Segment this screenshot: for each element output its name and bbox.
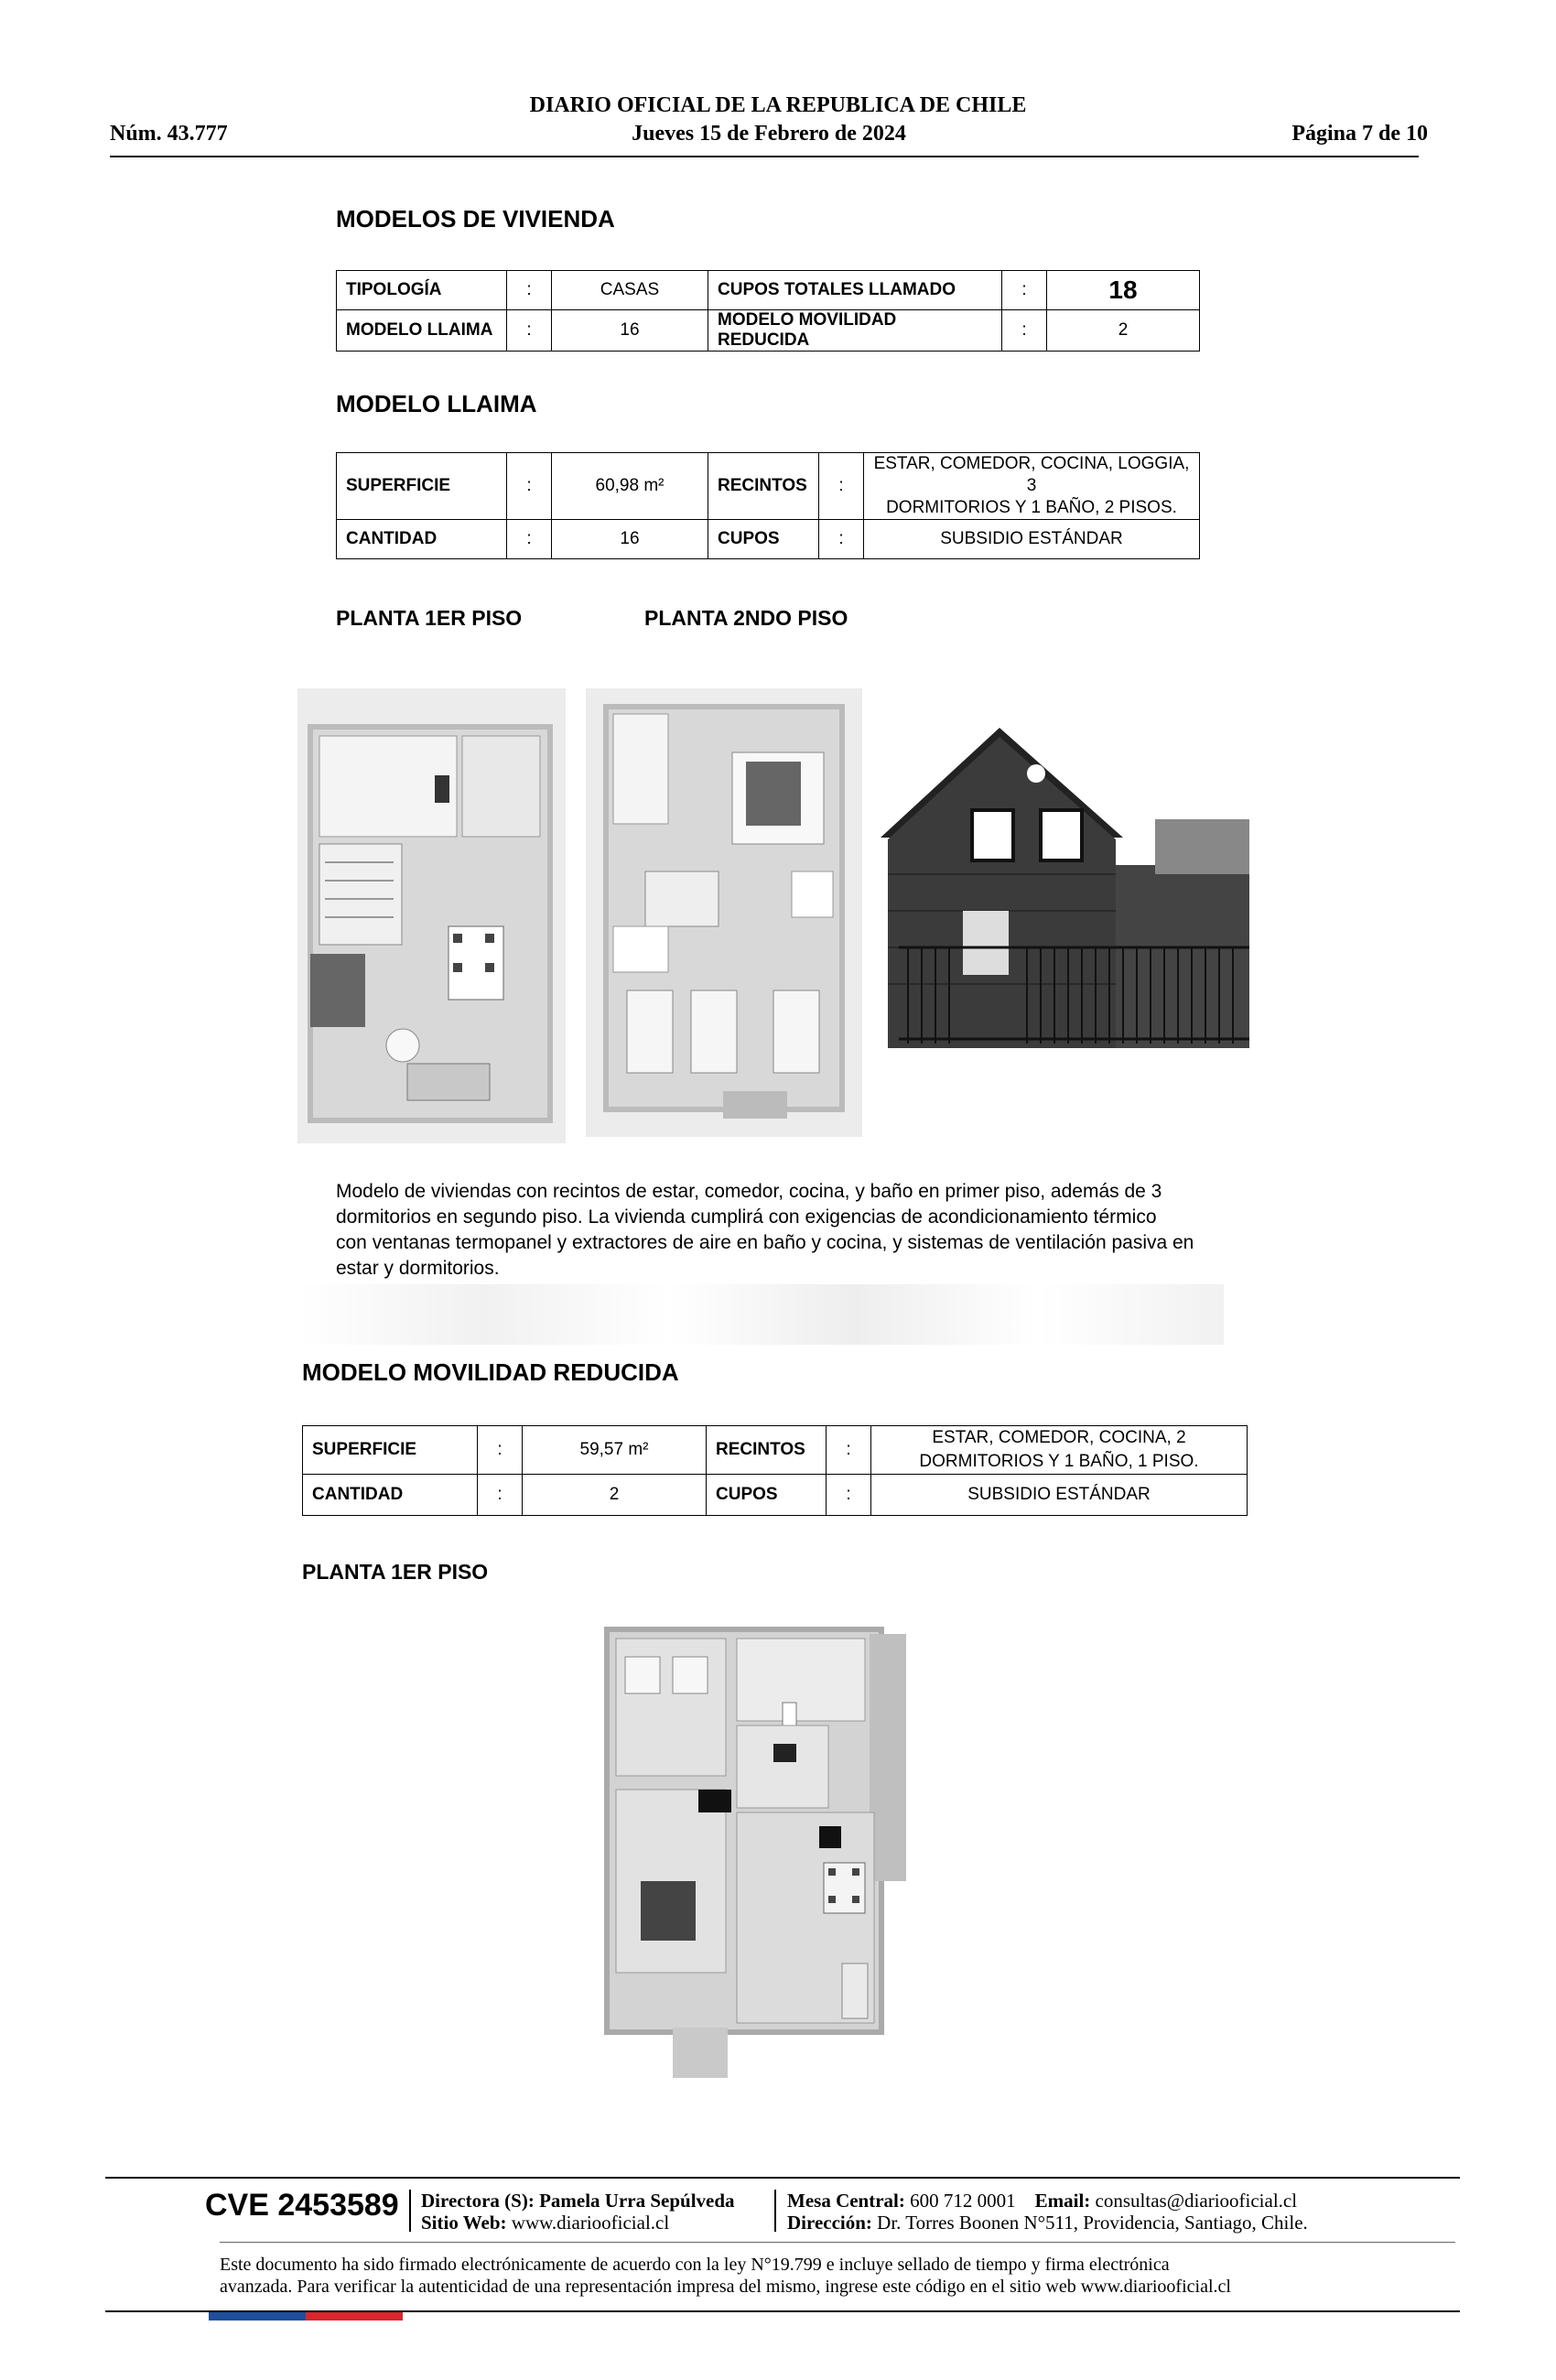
flag-stripe-red	[306, 2312, 403, 2320]
cantidad-value: 2	[523, 1475, 707, 1516]
superficie-value: 59,57 m²	[523, 1426, 707, 1475]
mesa-label: Mesa Central:	[787, 2190, 905, 2212]
modelo-reducida-value: 2	[1047, 310, 1200, 352]
recintos-label: RECINTOS	[708, 453, 819, 520]
recintos-line1: ESTAR, COMEDOR, COCINA, LOGGIA, 3	[873, 454, 1190, 495]
cupos-label: CUPOS	[708, 520, 819, 559]
footer-divider-1	[409, 2190, 411, 2232]
footer-divider-2	[774, 2190, 776, 2232]
watermark-band	[299, 1284, 1224, 1345]
table-row	[303, 1475, 1248, 1516]
email-label: Email:	[1034, 2190, 1091, 2212]
tipologia-value: CASAS	[552, 271, 708, 310]
reducida-table	[302, 1425, 1248, 1516]
separator: :	[827, 1475, 871, 1516]
table-row	[337, 453, 1200, 520]
modelos-table	[336, 270, 1200, 352]
direccion-label: Dirección:	[787, 2212, 872, 2234]
section-title-llaima: MODELO LLAIMA	[336, 390, 537, 417]
legal-notice	[220, 2254, 1231, 2298]
separator: :	[1002, 271, 1047, 310]
modelo-reducida-label: MODELO MOVILIDAD REDUCIDA	[708, 310, 1002, 352]
tipologia-label: TIPOLOGÍA	[337, 271, 507, 310]
cupos-value: SUBSIDIO ESTÁNDAR	[871, 1475, 1248, 1516]
sitio-value[interactable]: www.diariooficial.cl	[511, 2212, 670, 2234]
footer-top-rule	[105, 2177, 1460, 2179]
table-row	[337, 310, 1200, 352]
newspaper-title: DIARIO OFICIAL DE LA REPUBLICA DE CHILE	[529, 93, 1027, 117]
description-line: dormitorios en segundo piso. La vivienda cumplirá con exigencias de acondicionamiento térmico	[336, 1206, 1157, 1228]
separator: :	[507, 271, 552, 310]
table-row	[337, 271, 1200, 310]
description-line: estar y dormitorios.	[336, 1258, 500, 1279]
recintos-value	[864, 453, 1200, 520]
recintos-line1: ESTAR, COMEDOR, COCINA, 2	[932, 1428, 1186, 1447]
house-elevation-image	[881, 728, 1249, 1068]
directora-value: Pamela Urra Sepúlveda	[539, 2190, 735, 2212]
modelo-llaima-value: 16	[552, 310, 708, 352]
footer-left-info	[421, 2190, 735, 2234]
description-line: con ventanas termopanel y extractores de aire en baño y cocina, y sistemas de ventilación pasiva en	[336, 1232, 1194, 1253]
separator: :	[507, 453, 552, 520]
directora-label: Directora (S):	[421, 2190, 535, 2212]
table-row	[337, 520, 1200, 559]
separator: :	[819, 520, 864, 559]
floor-plan-reducida-image	[600, 1625, 938, 2090]
separator: :	[1002, 310, 1047, 352]
table-row	[303, 1426, 1248, 1475]
cantidad-label: CANTIDAD	[337, 520, 507, 559]
email-value[interactable]: consultas@diariooficial.cl	[1095, 2190, 1298, 2212]
mesa-value: 600 712 0001	[910, 2190, 1016, 2212]
separator: :	[507, 310, 552, 352]
floor-plan-2-image	[586, 688, 862, 1137]
section-title-reducida: MODELO MOVILIDAD REDUCIDA	[302, 1358, 679, 1386]
section-title-modelos: MODELOS DE VIVIENDA	[336, 205, 615, 233]
separator: :	[478, 1426, 523, 1475]
cupos-totales-value: 18	[1047, 271, 1200, 310]
superficie-label: SUPERFICIE	[303, 1426, 478, 1475]
issue-date: Jueves 15 de Febrero de 2024	[632, 122, 906, 146]
direccion-value: Dr. Torres Boonen N°511, Providencia, Santiago, Chile.	[877, 2212, 1308, 2234]
flag-stripe-blue	[209, 2312, 306, 2320]
cantidad-label: CANTIDAD	[303, 1475, 478, 1516]
plan-reducida-label: PLANTA 1ER PISO	[302, 1560, 489, 1584]
plan2-label: PLANTA 2NDO PISO	[644, 606, 848, 630]
cupos-label: CUPOS	[707, 1475, 827, 1516]
footer-mid-rule	[220, 2242, 1455, 2243]
recintos-line2: DORMITORIOS Y 1 BAÑO, 1 PISO.	[919, 1452, 1199, 1471]
footer-right-info	[787, 2190, 1308, 2234]
superficie-label: SUPERFICIE	[337, 453, 507, 520]
recintos-label: RECINTOS	[707, 1426, 827, 1475]
recintos-line2: DORMITORIOS Y 1 BAÑO, 2 PISOS.	[886, 498, 1177, 517]
separator: :	[819, 453, 864, 520]
description-line: Modelo de viviendas con recintos de estar, comedor, cocina, y baño en primer piso, además de 3	[336, 1181, 1162, 1202]
llaima-description	[336, 1179, 1215, 1282]
sitio-label: Sitio Web:	[421, 2212, 507, 2234]
legal-line: Este documento ha sido firmado electrónicamente de acuerdo con la ley N°19.799 e incluye sellado de tiempo y firma electrónica	[220, 2255, 1170, 2275]
separator: :	[478, 1475, 523, 1516]
header-divider	[110, 156, 1419, 157]
cve-code: CVE 2453589	[205, 2188, 399, 2223]
modelo-llaima-label: MODELO LLAIMA	[337, 310, 507, 352]
separator: :	[507, 520, 552, 559]
superficie-value: 60,98 m²	[552, 453, 708, 520]
legal-line: avanzada. Para verificar la autenticidad de una representación impresa del mismo, ingrese este código en el sitio web www.diariooficial.cl	[220, 2277, 1231, 2297]
floor-plan-1-image	[297, 688, 566, 1143]
page-number: Página 7 de 10	[1291, 122, 1428, 146]
cantidad-value: 16	[552, 520, 708, 559]
recintos-value	[871, 1426, 1248, 1475]
llaima-table	[336, 452, 1200, 559]
cupos-value: SUBSIDIO ESTÁNDAR	[864, 520, 1200, 559]
issue-number: Núm. 43.777	[110, 122, 228, 146]
cupos-totales-label: CUPOS TOTALES LLAMADO	[708, 271, 1002, 310]
separator: :	[827, 1426, 871, 1475]
plan1-label: PLANTA 1ER PISO	[336, 606, 523, 630]
